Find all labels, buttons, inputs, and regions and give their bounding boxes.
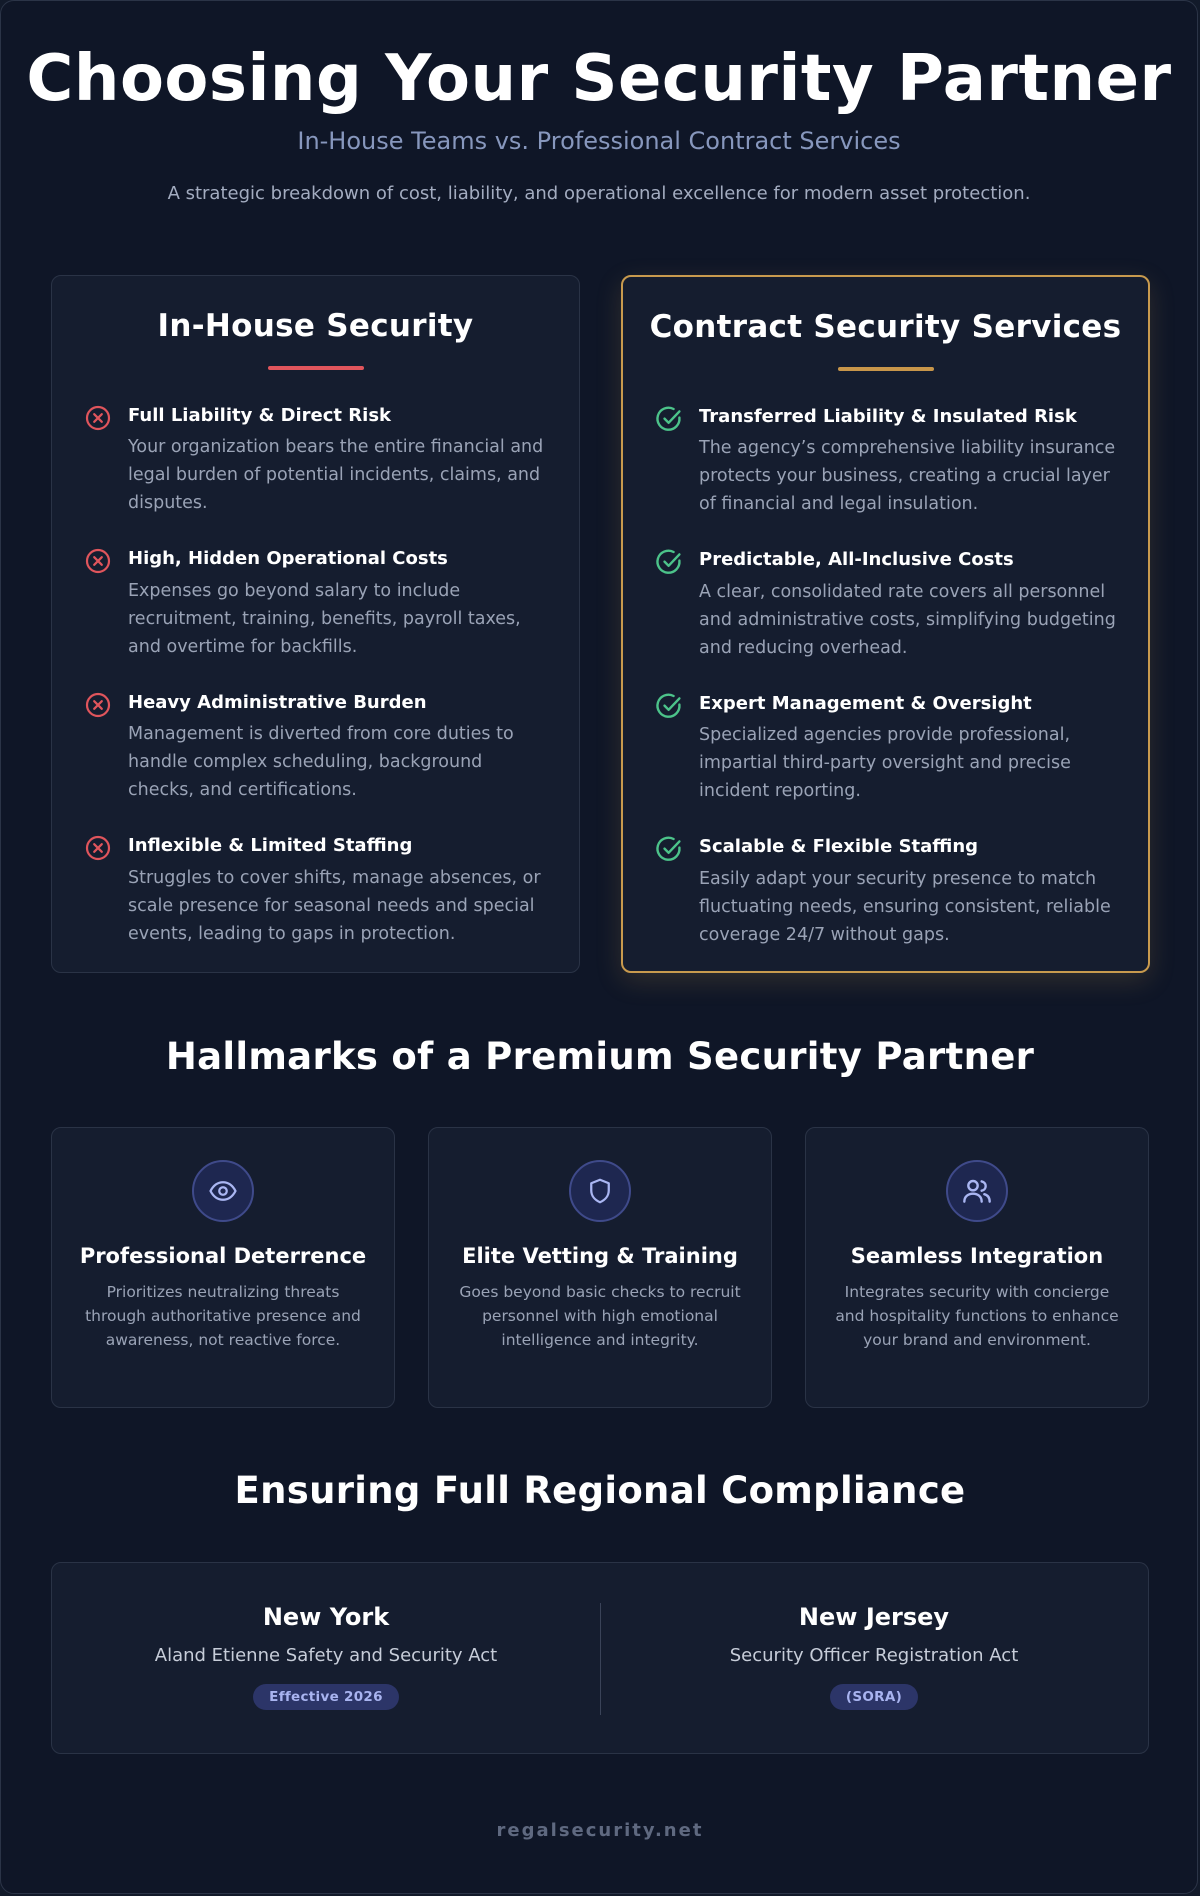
check-circle-icon: [655, 405, 683, 433]
page-title: Choosing Your Security Partner: [26, 42, 1172, 116]
in-house-item-title: High, Hidden Operational Costs: [128, 548, 448, 570]
contract-card: [621, 275, 1150, 973]
region-name: New Jersey: [798, 1603, 950, 1631]
check-circle-icon: [655, 692, 683, 720]
hallmark-text: Goes beyond basic checks to recruit personnel with high emotional intelligence and integrity.: [459, 1283, 741, 1349]
hallmark-title: Elite Vetting & Training: [462, 1244, 738, 1268]
in-house-title: In-House Security: [157, 308, 474, 344]
hallmark-text: Prioritizes neutralizing threats through authoritative presence and awareness, not reactive force.: [85, 1283, 361, 1349]
x-circle-icon: [84, 547, 112, 575]
in-house-item-text: Your organization bears the entire financial and legal burden of potential incidents, claims, and disputes.: [128, 437, 544, 514]
in-house-card: [51, 275, 580, 973]
in-house-item-title: Full Liability & Direct Risk: [128, 405, 392, 426]
header: [1, 1, 1197, 204]
contract-item: [655, 692, 1118, 805]
region-new-york: [52, 1563, 600, 1710]
in-house-item-title: Heavy Administrative Burden: [128, 691, 427, 713]
page-subtitle: In-House Teams vs. Professional Contract Services: [297, 126, 901, 155]
hallmark-card: [51, 1127, 395, 1408]
region-new-jersey: [600, 1563, 1148, 1710]
check-circle-icon: [655, 548, 683, 576]
contract-item-title: Scalable & Flexible Staffing: [699, 836, 979, 858]
contract-item-title: Predictable, All-Inclusive Costs: [699, 549, 1014, 571]
shield-icon: [569, 1160, 631, 1222]
page-intro: A strategic breakdown of cost, liability, and operational excellence for modern asset protection.: [167, 182, 1031, 204]
region-badge: (SORA): [830, 1684, 918, 1710]
hallmark-card: [428, 1127, 772, 1408]
hallmark-title: Seamless Integration: [850, 1244, 1104, 1268]
region-name: New York: [262, 1603, 390, 1631]
in-house-item: [84, 404, 549, 517]
hallmark-text: Integrates security with concierge and hospitality functions to enhance your brand and environment.: [835, 1283, 1119, 1349]
in-house-item-title: Inflexible & Limited Staffing: [128, 835, 413, 857]
contract-item: [655, 548, 1118, 661]
hallmarks-section: [51, 1127, 1149, 1409]
contract-item-text: A clear, consolidated rate covers all personnel and administrative costs, simplifying budgeting and reducing overhead.: [699, 581, 1116, 658]
contract-item-title: Transferred Liability & Insulated Risk: [699, 406, 1077, 427]
contract-item-text: Easily adapt your security presence to match fluctuating needs, ensuring consistent, reliable coverage 24/7 without gaps.: [699, 868, 1111, 945]
compliance-section: [51, 1562, 1149, 1754]
in-house-item-text: Struggles to cover shifts, manage absences, or scale presence for seasonal needs and special events, leading to gaps in protection.: [128, 867, 541, 944]
hallmark-card: [805, 1127, 1149, 1408]
compliance-title: Ensuring Full Regional Compliance: [234, 1469, 966, 1512]
contract-item-text: The agency’s comprehensive liability insurance protects your business, creating a crucial layer of financial and legal insulation.: [699, 438, 1116, 515]
eye-icon: [192, 1160, 254, 1222]
x-circle-icon: [84, 834, 112, 862]
contract-item-text: Specialized agencies provide professional, impartial third-party oversight and precise incident reporting.: [699, 725, 1071, 802]
in-house-item-text: Expenses go beyond salary to include recruitment, training, benefits, payroll taxes, and overtime for backfills.: [128, 580, 521, 657]
in-house-item: [84, 547, 549, 660]
contract-title: Contract Security Services: [649, 309, 1122, 345]
region-act: Security Officer Registration Act: [729, 1645, 1019, 1666]
in-house-item-text: Management is diverted from core duties to handle complex scheduling, background checks, and certifications.: [128, 724, 514, 801]
check-circle-icon: [655, 835, 683, 863]
hallmarks-title: Hallmarks of a Premium Security Partner: [165, 1035, 1035, 1078]
contract-accent-rule: [838, 367, 934, 371]
in-house-item: [84, 691, 549, 804]
x-circle-icon: [84, 691, 112, 719]
x-circle-icon: [84, 404, 112, 432]
contract-item: [655, 405, 1118, 518]
footer-site-link[interactable]: regalsecurity.net: [496, 1820, 704, 1841]
region-act: Aland Etienne Safety and Security Act: [154, 1645, 498, 1666]
region-badge: Effective 2026: [253, 1684, 399, 1710]
in-house-accent-rule: [268, 366, 364, 370]
contract-item: [655, 835, 1118, 948]
comparison-section: [51, 275, 1149, 975]
contract-item-title: Expert Management & Oversight: [699, 692, 1032, 714]
in-house-item: [84, 834, 549, 947]
hallmark-title: Professional Deterrence: [79, 1244, 367, 1268]
users-icon: [946, 1160, 1008, 1222]
